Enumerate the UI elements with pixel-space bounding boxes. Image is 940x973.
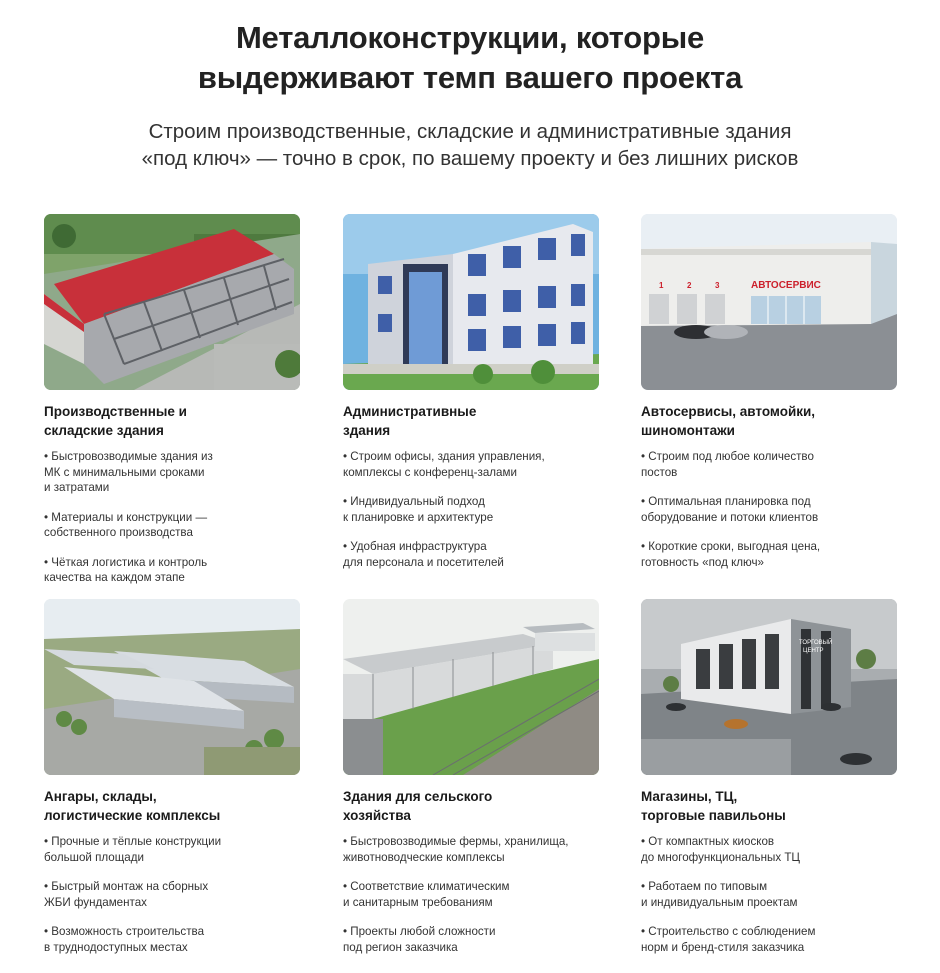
bay-number: 3: [715, 281, 720, 290]
card-retail: [641, 599, 897, 969]
card-logistics: [44, 599, 300, 969]
card-bullet: • Проекты любой сложности под регион заказчика: [343, 924, 599, 955]
title-part-4: вашего проекта: [495, 60, 743, 95]
subtitle-line-2: «под ключ» — точно в срок, по вашему проекту и без лишних рисков: [141, 147, 799, 170]
card-car-service: [641, 214, 897, 584]
card-bullet: • Быстрый монтаж на сборных ЖБИ фундаментах: [44, 879, 300, 910]
card-bullets: [343, 449, 599, 570]
card-bullet: • Строим офисы, здания управления, комплексы с конференц-залами: [343, 449, 599, 480]
card-bullet: • Чёткая логистика и контроль качества на каждом этапе: [44, 555, 300, 586]
page-subtitle: [0, 118, 940, 172]
card-title: Автосервисы, автомойки, шиномонтажи: [641, 404, 816, 438]
card-bullet: • Удобная инфраструктура для персонала и посетителей: [343, 539, 599, 570]
mall-sign: ТОРГОВЫЙ: [799, 640, 833, 646]
card-bullet: • Соответствие климатическим и санитарным требованиям: [343, 879, 599, 910]
title-part-2: которые: [575, 20, 705, 55]
card-bullets: [641, 449, 897, 570]
card-image-logistics: [44, 599, 300, 775]
card-bullet: • Работаем по типовым и индивидуальным проектам: [641, 879, 897, 910]
title-part-3: выдерживают темп: [197, 60, 496, 95]
card-image-production: [44, 214, 300, 390]
card-title: Производственные и складские здания: [44, 404, 187, 438]
card-image-retail: [641, 599, 897, 775]
card-bullet: • Возможность строительства в труднодоступных местах: [44, 924, 300, 955]
bay-number: 1: [659, 281, 664, 290]
card-bullets: [641, 834, 897, 955]
card-title: Здания для сельского хозяйства: [343, 789, 493, 823]
card-bullet: • От компактных киосков до многофункциональных ТЦ: [641, 834, 897, 865]
mall-sign: ЦЕНТР: [803, 648, 824, 654]
card-image-car-service: [641, 214, 897, 390]
card-bullet: • Быстровозводимые фермы, хранилища, животноводческие комплексы: [343, 834, 599, 865]
card-bullet: • Прочные и тёплые конструкции большой площади: [44, 834, 300, 865]
card-bullets: [44, 449, 300, 586]
bay-number: 2: [687, 281, 692, 290]
card-production: [44, 214, 300, 600]
card-bullet: • Быстровозводимые здания из МК с минимальными сроками и затратами: [44, 449, 300, 496]
card-bullets: [343, 834, 599, 955]
page-title: [0, 18, 940, 98]
title-part-1: Металлоконструкции,: [235, 20, 576, 55]
subtitle-line-1: Строим производственные, складские и административные здания: [148, 120, 792, 143]
card-administrative: [343, 214, 599, 584]
card-bullet: • Материалы и конструкции — собственного производства: [44, 510, 300, 541]
card-bullet: • Короткие сроки, выгодная цена, готовность «под ключ»: [641, 539, 897, 570]
card-bullet: • Оптимальная планировка под оборудование и потоки клиентов: [641, 494, 897, 525]
card-bullet: • Строим под любое количество постов: [641, 449, 897, 480]
card-image-administrative: [343, 214, 599, 390]
card-bullet: • Строительство с соблюдением норм и бренд-стиля заказчика: [641, 924, 897, 955]
card-title: Магазины, ТЦ, торговые павильоны: [641, 789, 786, 823]
card-bullets: [44, 834, 300, 955]
card-agricultural: [343, 599, 599, 969]
card-title: Административные здания: [343, 404, 477, 438]
card-image-agricultural: [343, 599, 599, 775]
service-sign: АВТОСЕРВИС: [751, 280, 821, 291]
card-bullet: • Индивидуальный подход к планировке и архитектуре: [343, 494, 599, 525]
card-title: Ангары, склады, логистические комплексы: [44, 789, 221, 823]
